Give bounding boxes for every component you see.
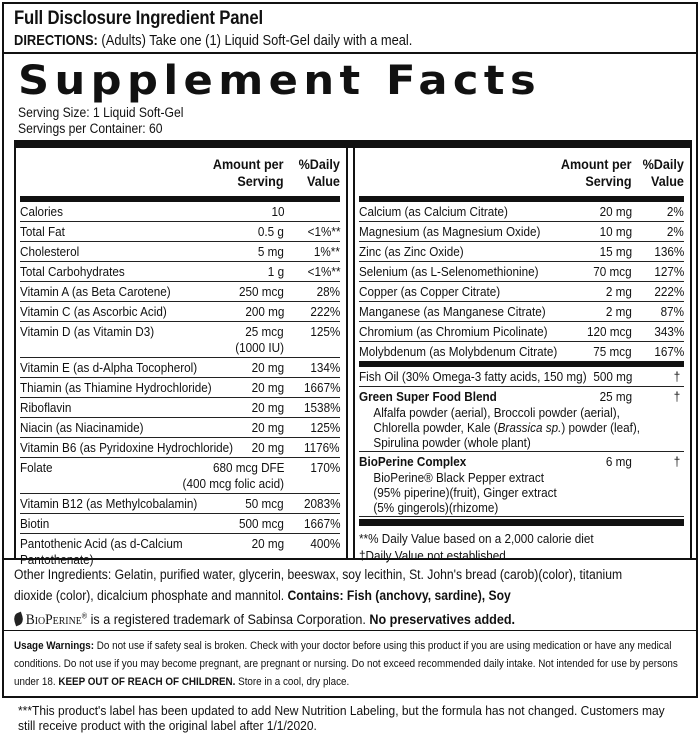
- other-ingredients: Other Ingredients: Gelatin, purified water, glycerin, beeswax, soy lecithin, St. John's bread (carob)(color), titanium dioxide (color), dicalcium phosphate and mannitol. Contains: Fish (anchovy, sardine), Soy: [14, 567, 623, 603]
- nutrient-dv: 1%**: [313, 244, 340, 259]
- label-panel: [2, 2, 698, 698]
- nutrient-name: Total Fat: [20, 224, 65, 239]
- nutrient-dv: <1%**: [307, 224, 340, 239]
- nutrient-row: [20, 458, 340, 494]
- nutrient-row: [359, 342, 684, 361]
- nutrient-dv: 1667%: [303, 380, 340, 395]
- footnote-dv-not-established: †Daily Value not established: [359, 548, 506, 563]
- nutrient-dv: 170%: [310, 460, 340, 475]
- nutrient-amount-secondary: (1000 IU): [235, 340, 284, 355]
- nutrient-amount: 200 mg: [244, 304, 284, 319]
- nutrient-name: Copper (as Copper Citrate): [359, 284, 501, 299]
- nutrient-row: [20, 262, 340, 282]
- top-divider: [14, 140, 692, 148]
- nutrient-amount: 120 mcg: [587, 324, 632, 339]
- nutrient-amount: 20 mg: [251, 360, 284, 375]
- column-divider: [346, 148, 353, 558]
- nutrient-row: [20, 322, 340, 358]
- directions: [14, 32, 592, 49]
- nutrient-dv: 343%: [654, 324, 684, 339]
- nutrient-amount: 20 mg: [251, 420, 284, 435]
- panel-header: [4, 4, 696, 54]
- serving-size: Serving Size: 1 Liquid Soft-Gel: [18, 105, 184, 120]
- nutrient-name: Selenium (as L-Selenomethionine): [359, 264, 539, 279]
- nutrient-amount: 2 mg: [605, 284, 632, 299]
- nutrient-amount: 5 mg: [257, 244, 284, 259]
- nutrient-dv: 125%: [310, 420, 340, 435]
- nutrient-dv: 87%: [660, 304, 684, 319]
- nutrient-row: [359, 322, 684, 342]
- nutrient-name: Vitamin E (as d-Alpha Tocopherol): [20, 360, 198, 375]
- allergen-statement: Contains: Fish (anchovy, sardine), Soy: [287, 588, 511, 603]
- nutrient-row: [359, 282, 684, 302]
- nutrient-amount: 500 mcg: [239, 516, 284, 531]
- nutrient-name: Biotin: [20, 516, 50, 531]
- nutrient-amount: 20 mg: [251, 380, 284, 395]
- nutrient-name: Magnesium (as Magnesium Oxide): [359, 224, 541, 239]
- left-column: [14, 148, 346, 567]
- nutrient-dv: 2083%: [303, 496, 340, 511]
- footnote-divider: [359, 519, 684, 526]
- nutrient-amount: 0.5 g: [257, 224, 284, 239]
- serving-info: [18, 105, 183, 137]
- nutrient-amount: 20 mg: [251, 440, 284, 455]
- nutrient-name: Molybdenum (as Molybdenum Citrate): [359, 344, 558, 359]
- nutrient-amount: 10 mg: [599, 224, 632, 239]
- nutrient-dv: 2%: [667, 204, 684, 219]
- nutrient-row: [20, 438, 340, 458]
- nutrient-row: [359, 242, 684, 262]
- bioperine-leaf-icon: [12, 612, 24, 627]
- right-column-header: [355, 148, 690, 196]
- nutrient-dv: 127%: [654, 264, 684, 279]
- nutrient-amount: 75 mcg: [593, 344, 632, 359]
- dv-header: %Daily Value: [642, 156, 684, 189]
- nutrient-row: [359, 202, 684, 222]
- nutrient-amount: 20 mg: [251, 536, 284, 551]
- nutrient-name: Calcium (as Calcium Citrate): [359, 204, 508, 219]
- nutrient-row: [359, 262, 684, 282]
- nutrient-dv: 1538%: [303, 400, 340, 415]
- nutrient-row: [20, 358, 340, 378]
- fish-oil-row: Fish Oil (30% Omega-3 fatty acids, 150 mg) 500 mg †: [359, 367, 684, 387]
- left-column-header: [16, 148, 346, 196]
- nutrient-dv: 134%: [310, 360, 340, 375]
- nutrient-row: [20, 494, 340, 514]
- nutrient-row: [359, 302, 684, 322]
- nutrient-dv: 125%: [310, 324, 340, 339]
- nutrient-dv: 400%: [310, 536, 340, 551]
- nutrient-name: Vitamin B12 (as Methylcobalamin): [20, 496, 198, 511]
- nutrient-name: Vitamin C (as Ascorbic Acid): [20, 304, 167, 319]
- nutrient-name: Cholesterol: [20, 244, 80, 259]
- nutrient-name: Calories: [20, 204, 63, 219]
- nutrient-name: Vitamin D (as Vitamin D3): [20, 324, 155, 339]
- nutrient-dv: <1%**: [307, 264, 340, 279]
- supplement-facts-heading: Supplement Facts: [18, 58, 542, 104]
- nutrient-row: [20, 398, 340, 418]
- dv-header: %Daily Value: [298, 156, 340, 189]
- nutrient-amount-secondary: (400 mcg folic acid): [182, 476, 284, 491]
- nutrient-dv: 222%: [654, 284, 684, 299]
- nutrient-name: Folate: [20, 460, 53, 475]
- nutrient-name: Manganese (as Manganese Citrate): [359, 304, 546, 319]
- bioperine-trademark: BioPerine® is a registered trademark of Sabinsa Corporation. No preservatives added.: [14, 611, 515, 629]
- nutrient-row: [20, 418, 340, 438]
- bioperine-row: BioPerine Complex 6 mg † BioPerine® Black Pepper extract (95% piperine)(fruit), Ginger extract (5% gingerols)(rhizome): [359, 452, 684, 517]
- nutrient-row: [20, 222, 340, 242]
- usage-warnings: Usage Warnings: Do not use if safety seal is broken. Check with your doctor before using this product if you are using medication or have any medical conditions. Do not use if you may become pregnant, are pregnant or nursing. Do not exceed recommended daily intake. Not intended for use by persons under 18. KEEP OUT OF REACH OF CHILDREN. Store in a cool, dry place.: [14, 640, 678, 688]
- nutrient-row: [20, 202, 340, 222]
- nutrient-name: Pantothenic Acid (as d-Calcium: [20, 536, 183, 551]
- nutrient-amount: 20 mg: [599, 204, 632, 219]
- nutrient-dv: 28%: [316, 284, 340, 299]
- nutrient-dv: 2%: [667, 224, 684, 239]
- nutrient-name: Niacin (as Niacinamide): [20, 420, 144, 435]
- amount-header: Amount per Serving: [213, 156, 284, 189]
- servings-per-container: Servings per Container: 60: [18, 121, 163, 136]
- nutrient-row: [20, 282, 340, 302]
- nutrient-amount: 10: [270, 204, 284, 219]
- directions-label: DIRECTIONS:: [14, 32, 98, 49]
- nutrient-amount: 680 mcg DFE: [212, 460, 284, 475]
- nutrient-row: [359, 222, 684, 242]
- nutrient-dv: 1176%: [304, 440, 340, 455]
- nutrient-dv: 222%: [310, 304, 340, 319]
- nutrient-amount: 25 mcg: [245, 324, 284, 339]
- green-blend-row: Green Super Food Blend 25 mg † Alfalfa powder (aerial), Broccoli powder (aerial), Chlorella powder, Kale (Brassica sp.) powder (leaf), Spirulina powder (whole plant): [359, 387, 684, 452]
- right-nutrient-list: [355, 202, 690, 361]
- nutrient-row: [20, 378, 340, 398]
- label-update-note: ***This product's label has been updated to add New Nutrition Labeling, but the formula has not changed. Customers may still receive product with the original label after 1/1/2020.: [18, 704, 665, 733]
- nutrient-name: Total Carbohydrates: [20, 264, 125, 279]
- warnings-divider: [4, 630, 696, 631]
- nutrient-amount: 2 mg: [605, 304, 632, 319]
- nutrient-dv: 1667%: [303, 516, 340, 531]
- nutrient-name: Riboflavin: [20, 400, 72, 415]
- nutrient-row: [20, 302, 340, 322]
- nutrient-dv: 167%: [654, 344, 684, 359]
- nutrient-dv: 136%: [654, 244, 684, 259]
- nutrient-name: Vitamin B6 (as Pyridoxine Hydrochloride): [20, 440, 234, 455]
- footnote-dv-basis: **% Daily Value based on a 2,000 calorie diet: [359, 531, 594, 546]
- nutrient-amount: 50 mcg: [245, 496, 284, 511]
- nutrient-amount: 20 mg: [251, 400, 284, 415]
- left-nutrient-list: [16, 202, 346, 569]
- nutrient-amount: 70 mcg: [593, 264, 632, 279]
- nutrient-amount: 1 g: [267, 264, 284, 279]
- facts-bottom-border: [4, 558, 696, 560]
- amount-header: Amount per Serving: [561, 156, 632, 189]
- nutrient-amount: 250 mcg: [239, 284, 284, 299]
- nutrient-name-continued: Pantothenate): [20, 552, 94, 567]
- nutrient-row: [20, 514, 340, 534]
- right-column: [353, 148, 692, 563]
- nutrient-name: Thiamin (as Thiamine Hydrochloride): [20, 380, 212, 395]
- nutrient-name: Zinc (as Zinc Oxide): [359, 244, 464, 259]
- nutrient-amount: 15 mg: [599, 244, 632, 259]
- nutrient-name: Chromium (as Chromium Picolinate): [359, 324, 548, 339]
- nutrient-name: Vitamin A (as Beta Carotene): [20, 284, 171, 299]
- panel-title: Full Disclosure Ingredient Panel: [14, 8, 263, 29]
- directions-text: (Adults) Take one (1) Liquid Soft-Gel daily with a meal.: [97, 32, 413, 49]
- nutrient-row: [20, 242, 340, 262]
